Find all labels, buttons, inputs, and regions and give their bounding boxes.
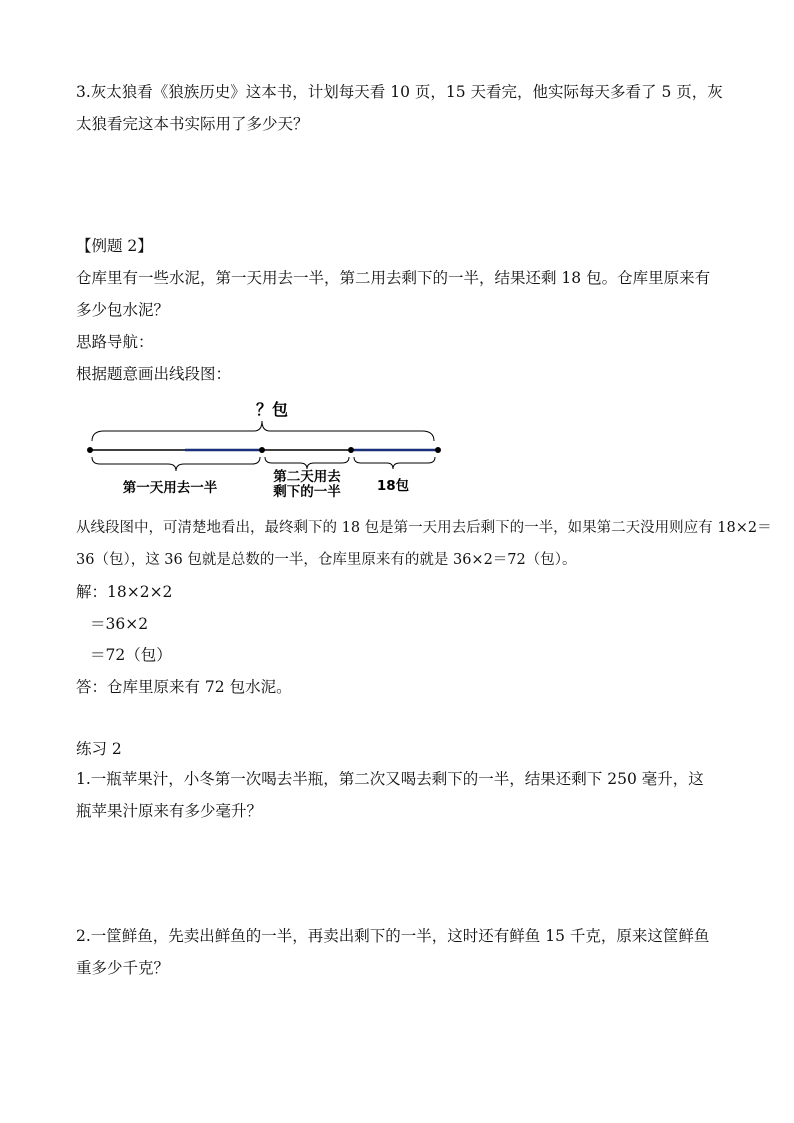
example2-line2: 多少包水泥？ xyxy=(76,301,170,319)
point-half xyxy=(259,447,265,453)
segment-3-label: 18包 xyxy=(376,478,410,494)
problem3-line2: 太狼看完这本书实际用了多少天？ xyxy=(76,115,309,133)
brace-segment-3 xyxy=(354,457,435,469)
practice2-q2-line2: 重多少千克？ xyxy=(76,959,170,977)
problem3-line1: 3.灰太狼看《狼族历史》这本书，计划每天看 10 页，15 天看完，他实际每天多看了 5 页，灰 xyxy=(76,83,723,101)
point-quarter xyxy=(348,447,354,453)
endpoint-left xyxy=(87,447,93,453)
segment-1-label: 第一天用去一半 xyxy=(122,480,218,496)
example2-diagram-intro: 根据题意画出线段图： xyxy=(76,365,232,383)
explanation-line2: 36（包），这 36 包就是总数的一半，仓库里原来有的就是 36×2＝72（包）。 xyxy=(76,552,577,568)
practice2-q2-line1: 2.一筐鲜鱼，先卖出鲜鱼的一半，再卖出剩下的一半，这时还有鲜鱼 15 千克，原来这筐鲜鱼 xyxy=(76,927,710,945)
solution-step2: ＝36×2 xyxy=(90,615,149,633)
solution-step3: ＝72（包） xyxy=(90,646,172,664)
total-label: ？包 xyxy=(255,400,289,419)
brace-segment-1 xyxy=(92,457,260,471)
example2-line1: 仓库里有一些水泥，第一天用去一半，第二用去剩下的一半，结果还剩 18 包。仓库里原来有 xyxy=(76,269,711,287)
endpoint-right xyxy=(435,447,441,453)
segment-2-label-line1: 第二天用去 xyxy=(273,469,341,485)
explanation-line1: 从线段图中，可清楚地看出，最终剩下的 18 包是第一天用去后剩下的一半，如果第二天没用则应有 18×2＝ xyxy=(76,520,772,536)
segment-2-label-line2: 剩下的一半 xyxy=(273,484,341,500)
solution-step1: 解：18×2×2 xyxy=(76,583,173,601)
practice2-q1-line1: 1.一瓶苹果汁，小冬第一次喝去半瓶，第二次又喝去剩下的一半，结果还剩下 250 毫升，这 xyxy=(76,770,704,788)
total-brace xyxy=(92,421,434,441)
example2-hint: 思路导航： xyxy=(76,333,154,351)
brace-segment-2 xyxy=(265,457,349,469)
practice2-heading: 练习 2 xyxy=(76,740,122,758)
solution-answer: 答：仓库里原来有 72 包水泥。 xyxy=(76,678,292,696)
example2-heading: 【例题 2】 xyxy=(76,237,153,255)
practice2-q1-line2: 瓶苹果汁原来有多少毫升？ xyxy=(76,802,263,820)
